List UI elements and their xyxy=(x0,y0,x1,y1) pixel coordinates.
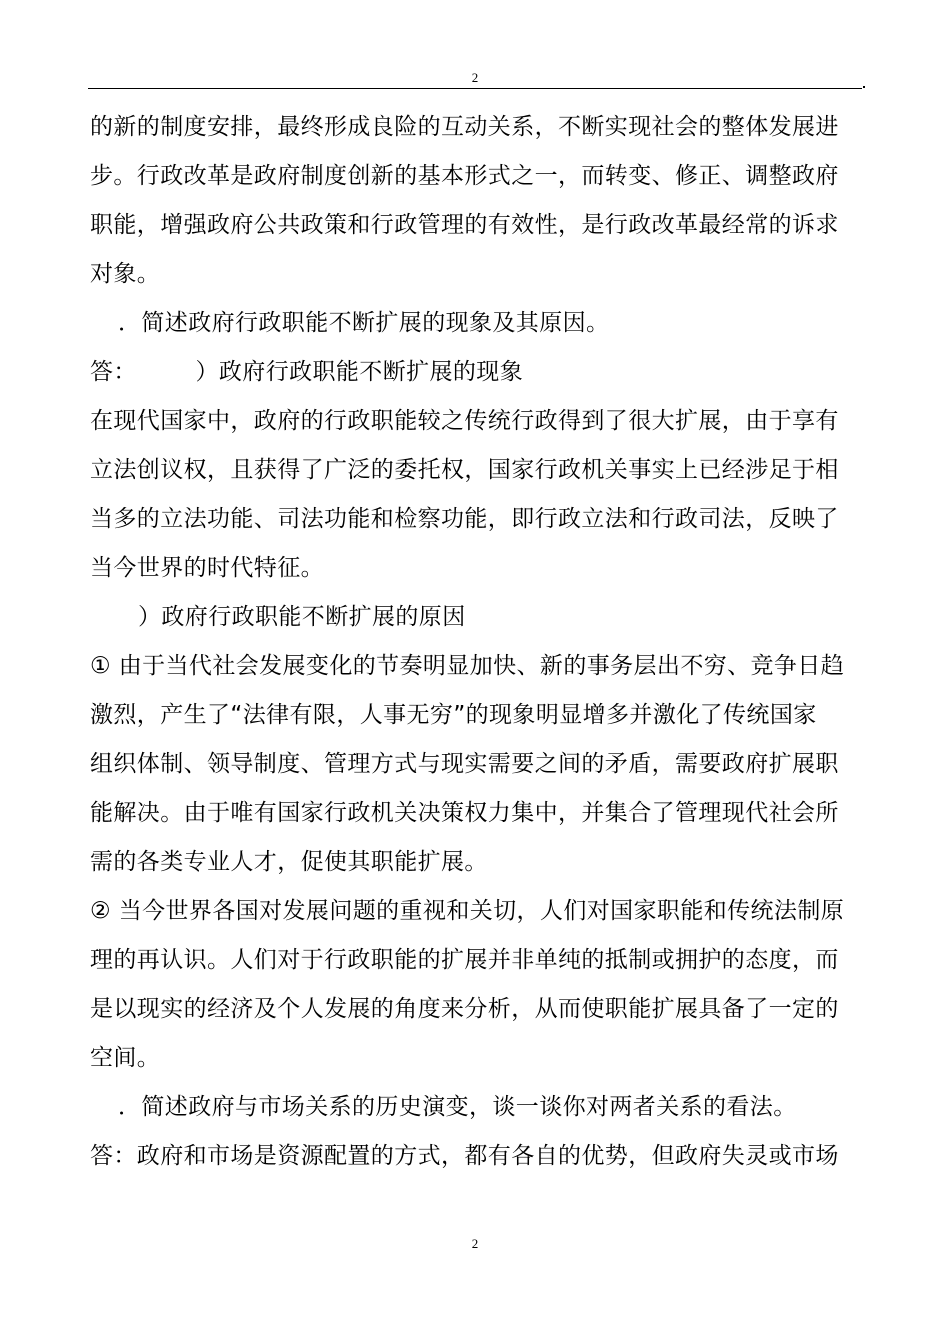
header-rule-end-mark xyxy=(863,86,865,88)
footer-page-number: 2 xyxy=(471,1236,479,1251)
text-line: ．简述政府与市场关系的历史演变，谈一谈你对两者关系的看法。 xyxy=(118,1094,797,1120)
text-line: 当多的立法功能、司法功能和检察功能，即行政立法和行政司法，反映了 xyxy=(90,506,839,532)
text-line: ．简述政府行政职能不断扩展的现象及其原因。 xyxy=(118,310,610,336)
text-line: ）政府行政职能不断扩展的原因 xyxy=(138,604,466,630)
text-line: 答：政府和市场是资源配置的方式，都有各自的优势，但政府失灵或市场 xyxy=(90,1143,839,1169)
text-line: 组织体制、领导制度、管理方式与现实需要之间的矛盾，需要政府扩展职 xyxy=(90,751,839,777)
header-page-number: 2 xyxy=(471,70,479,85)
document-body xyxy=(90,103,862,1181)
text-line: 立法创议权，且获得了广泛的委托权，国家行政机关事实上已经涉足于相 xyxy=(90,457,839,483)
text-line: 的新的制度安排，最终形成良险的互动关系，不断实现社会的整体发展进 xyxy=(90,114,839,140)
text-line: 激烈，产生了“法律有限，人事无穷”的现象明显增多并激化了传统国家 xyxy=(90,702,817,728)
text-line: 理的再认识。人们对于行政职能的扩展并非单纯的抵制或拥护的态度，而 xyxy=(90,947,839,973)
text-line: 职能，增强政府公共政策和行政管理的有效性，是行政改革最经常的诉求 xyxy=(90,212,839,238)
text-line: 当今世界的时代特征。 xyxy=(90,555,324,581)
text-line: 步。行政改革是政府制度创新的基本形式之一，而转变、修正、调整政府 xyxy=(90,163,839,189)
header-rule xyxy=(88,88,862,89)
text-line: 是以现实的经济及个人发展的角度来分析，从而使职能扩展具备了一定的 xyxy=(90,996,839,1022)
text-line: ② 当今世界各国对发展问题的重视和关切，人们对国家职能和传统法制原 xyxy=(90,898,845,924)
text-line: 对象。 xyxy=(90,261,161,287)
text-line: ① 由于当代社会发展变化的节奏明显加快、新的事务层出不穷、竞争日趋 xyxy=(90,653,845,679)
text-line: 空间。 xyxy=(90,1045,161,1071)
text-line: 在现代国家中，政府的行政职能较之传统行政得到了很大扩展，由于享有 xyxy=(90,408,839,434)
text-line: 答： ）政府行政职能不断扩展的现象 xyxy=(90,359,524,385)
text-line: 需的各类专业人才，促使其职能扩展。 xyxy=(90,849,488,875)
text-line: 能解决。由于唯有国家行政机关决策权力集中，并集合了管理现代社会所 xyxy=(90,800,839,826)
